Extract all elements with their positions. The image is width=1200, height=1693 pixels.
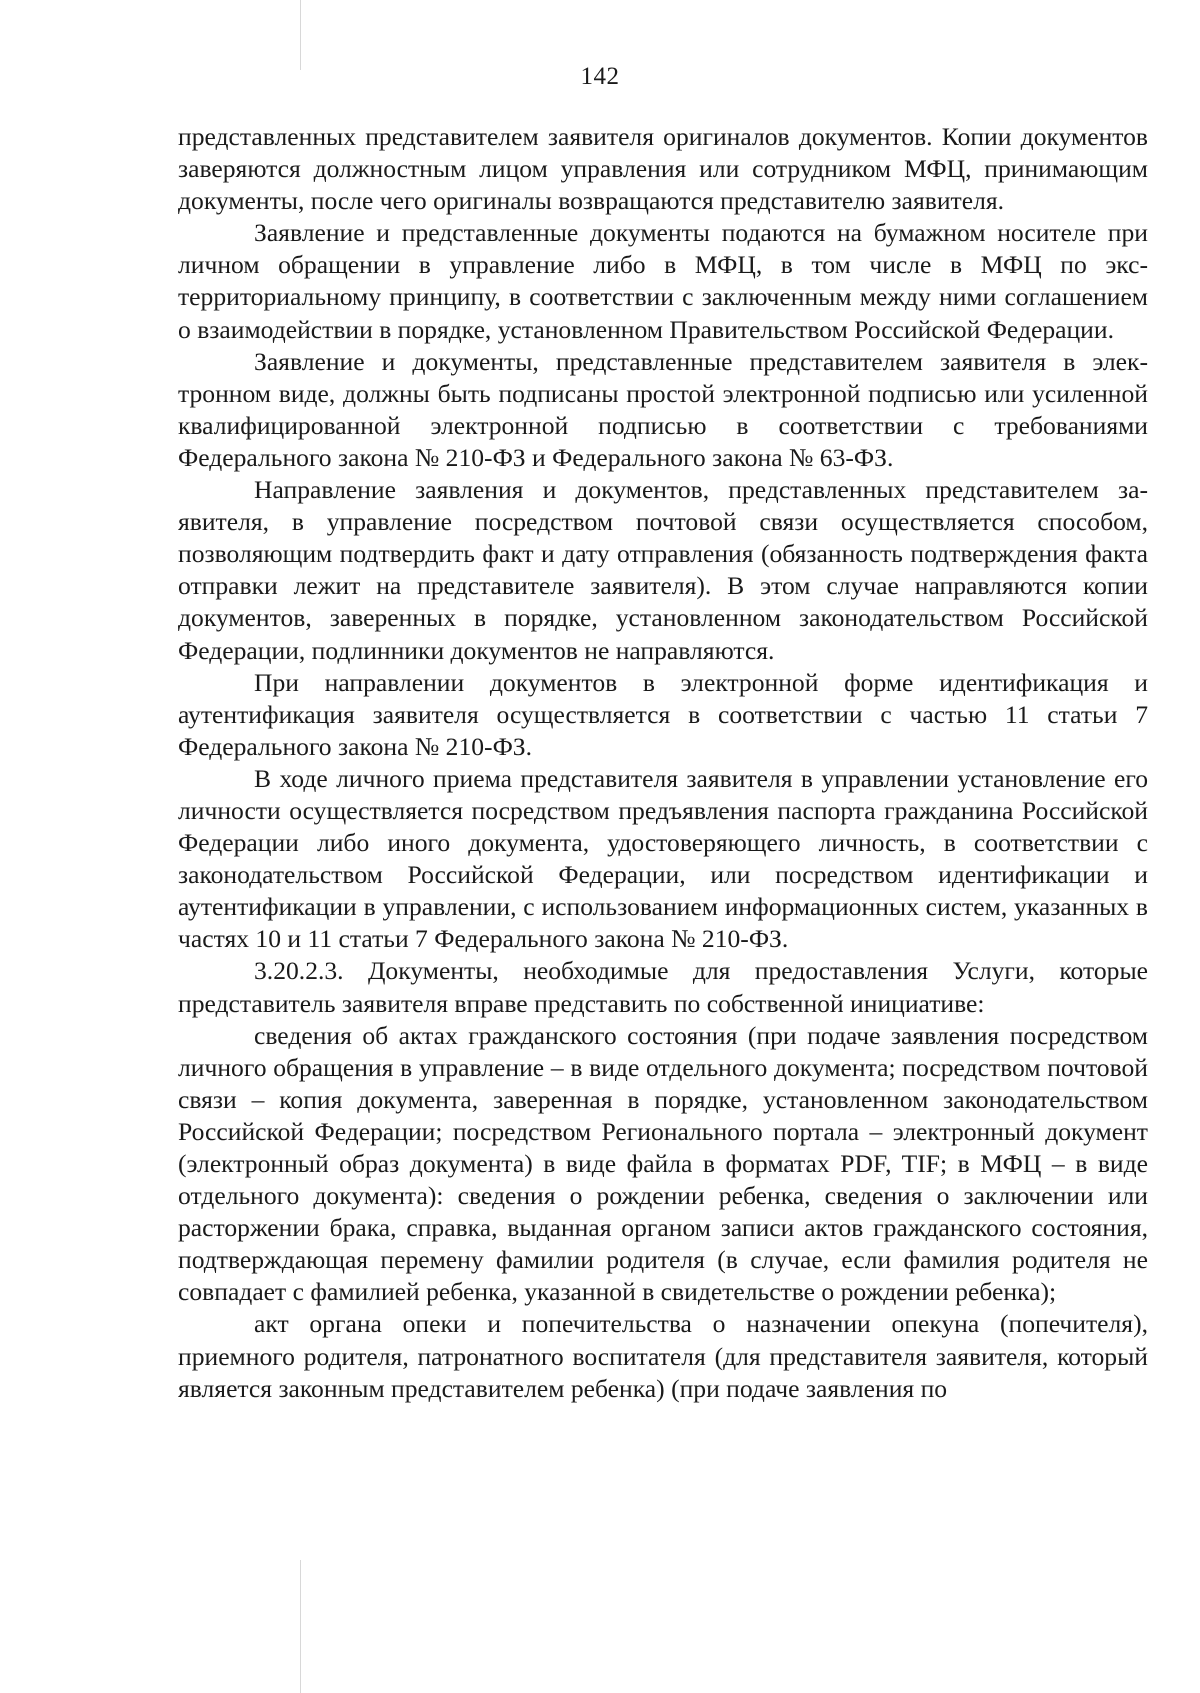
scan-artifact-line [300, 1560, 301, 1693]
paragraph: Заявление и документы, представленные представителем заявителя в электронном виде, должны быть подписаны простой электронной подписью или усиленной квалифицированной электронной подписью в соответствии с требованиями Федерального закона № 210-ФЗ и Федерального закона № 63-ФЗ. [178, 346, 1148, 472]
page-number: 142 [580, 63, 620, 90]
document-body [178, 121, 1148, 1405]
paragraph: сведения об актах гражданского состояния (при подаче заявления посредством личного обращения в управление – в виде отдельного документа; посредством почтовой связи – копия документа, заверенная в порядке, установленном законодательством Российской Федерации; посредством Регионального портала – электронный документ (электронный образ документа) в виде файла в форматах PDF, TIF; в МФЦ – в виде отдельного документа): сведения о рождении ребенка, сведения о заключении или расторжении брака, справка, выданная органом записи актов гражданского состояния, подтверждающая перемену фамилии родителя (в случае, если фамилия родителя не совпадает с фамилией ребенка, указанной в свидетельстве о рождении ребенка); [178, 1020, 1148, 1307]
paragraph: 3.20.2.3. Документы, необходимые для предоставления Услуги, которые представитель заявителя вправе представить по собственной инициативе: [178, 956, 1148, 1018]
paragraph: представленных представителем заявителя оригиналов документов. Копии документов заверяются должностным лицом управления или сотрудником МФЦ, принимающим документы, после чего оригиналы возвращаются представителю заявителя. [178, 122, 1148, 216]
scan-artifact-line [300, 0, 301, 70]
paragraph: При направлении документов в электронной форме идентификация и аутентификация заявителя осуществляется в соответствии с частью 11 статьи 7 Федерального закона № 210-ФЗ. [178, 667, 1148, 761]
paragraph: акт органа опеки и попечительства о назначении опекуна (попечителя), приемного родителя, патронатного воспитателя (для представителя заявителя, который является законным представителем ребенка) (при подаче заявления по [178, 1309, 1148, 1403]
paragraph: Направление заявления и документов, представленных представителем заявителя, в управление посредством почтовой связи осуществляется способом, позволяющим подтвердить факт и дату отправления (обязанность подтверждения факта отправки лежит на представителе заявителя). В этом случае направляются копии документов, заверенных в порядке, установленном законодательством Российской Федерации, подлинники документов не направляются. [178, 475, 1148, 665]
paragraph: Заявление и представленные документы подаются на бумажном носителе при личном обращении в управление либо в МФЦ, в том числе в МФЦ по экстерриториальному принципу, в соответствии с заключенным между ними соглашением о взаимодействии в порядке, установленном Правительством Российской Федерации. [178, 218, 1148, 344]
paragraph: В ходе личного приема представителя заявителя в управлении установление его личности осуществляется посредством предъявления паспорта гражданина Российской Федерации либо иного документа, удостоверяющего личность, в соответствии с законодательством Российской Федерации, или посредством идентификации и аутентификации в управлении, с использованием информационных систем, указанных в частях 10 и 11 статьи 7 Федерального закона № 210-ФЗ. [178, 763, 1148, 954]
